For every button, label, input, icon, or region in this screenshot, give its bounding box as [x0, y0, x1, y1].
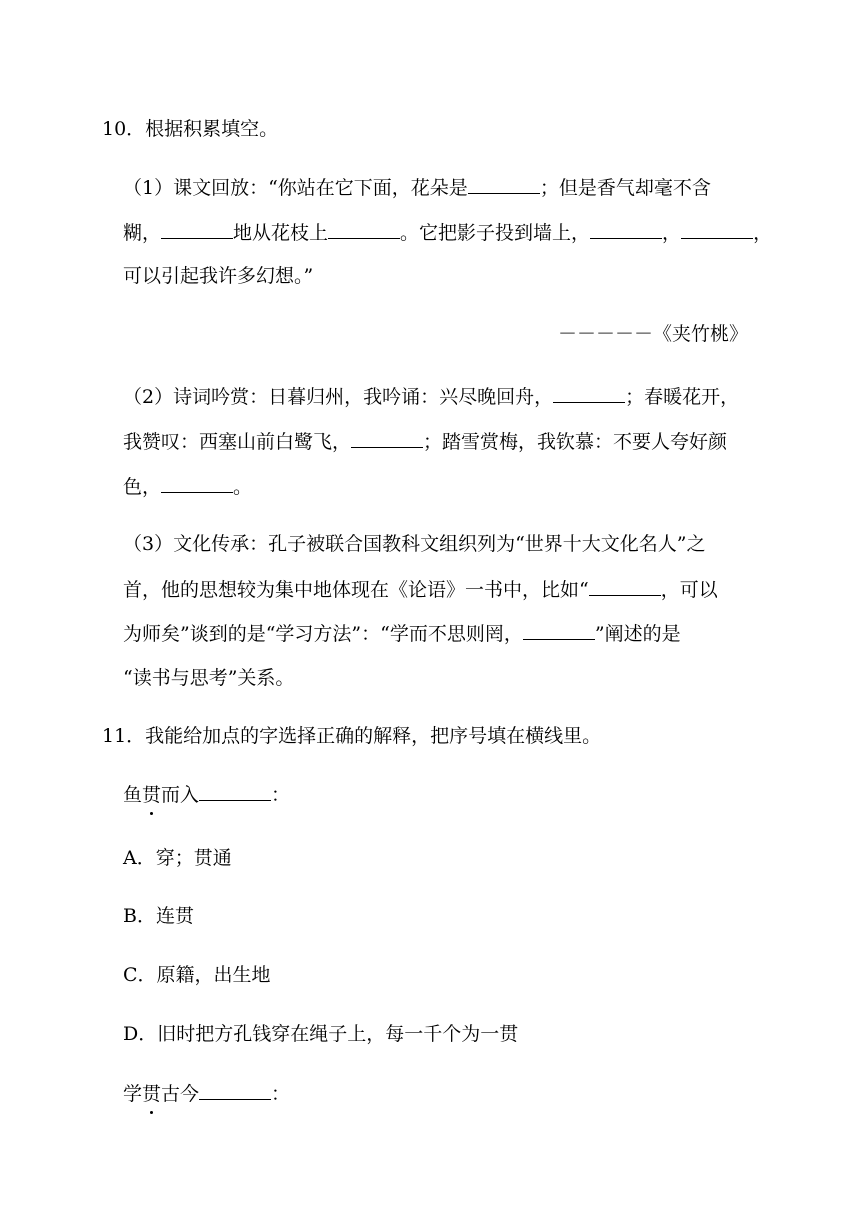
option-c: C．原籍，出生地	[123, 964, 271, 986]
option-b: B．连贯	[123, 905, 194, 927]
answer-blank[interactable]	[199, 1081, 271, 1100]
answer-blank[interactable]	[351, 429, 423, 448]
item-1: 鱼贯而入 ：	[123, 784, 291, 806]
question-11-title: 11．我能给加点的字选择正确的解释，把序号填在横线里。	[102, 725, 602, 747]
source-attribution: －－－－－《夹竹桃》	[557, 323, 748, 345]
answer-blank[interactable]	[468, 175, 540, 194]
question-10-title: 10．根据积累填空。	[102, 118, 279, 140]
answer-blank[interactable]	[590, 220, 662, 239]
answer-blank[interactable]	[681, 220, 753, 239]
answer-blank[interactable]	[199, 782, 271, 801]
answer-blank[interactable]	[523, 621, 595, 640]
option-d: D．旧时把方孔钱穿在绳子上，每一千个为一贯	[123, 1023, 519, 1045]
answer-blank[interactable]	[161, 220, 233, 239]
answer-blank[interactable]	[328, 220, 400, 239]
item-2: 学贯古今 ：	[123, 1083, 291, 1105]
dotted-character: 贯	[142, 1083, 162, 1105]
option-a: A．穿；贯通	[123, 847, 232, 869]
dotted-character: 贯	[142, 784, 162, 806]
answer-blank[interactable]	[161, 474, 233, 493]
answer-blank[interactable]	[589, 577, 661, 596]
answer-blank[interactable]	[553, 384, 625, 403]
